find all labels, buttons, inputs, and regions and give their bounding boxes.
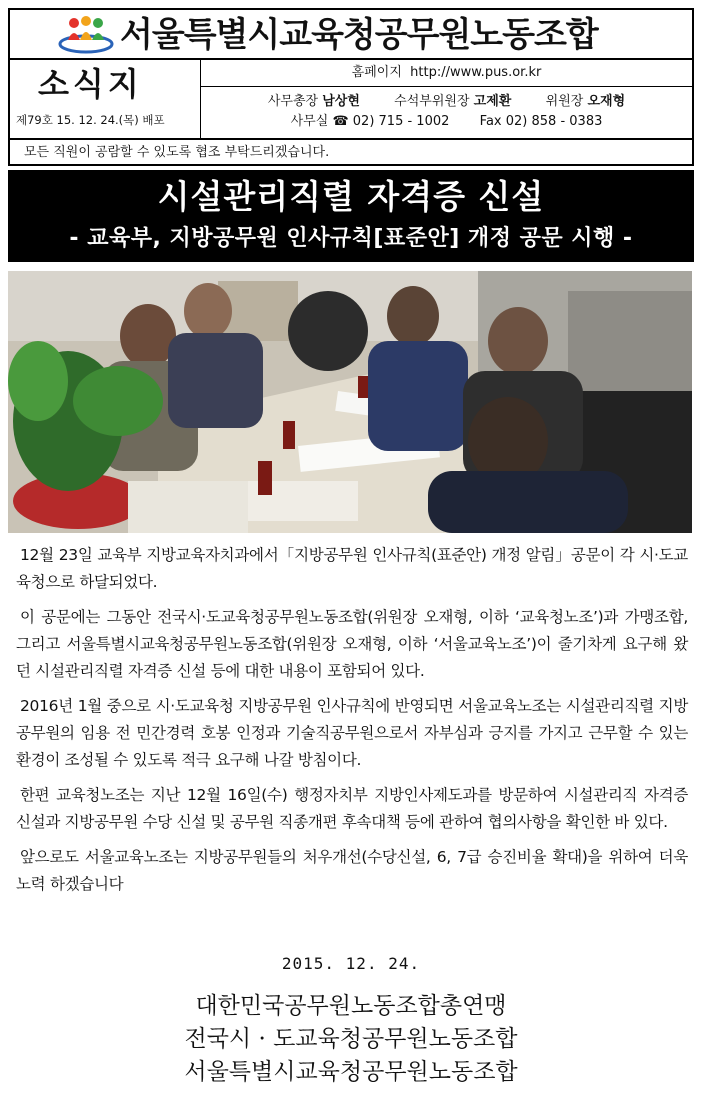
meeting-photo — [8, 271, 692, 533]
contact-box — [201, 60, 692, 138]
homepage-row — [201, 60, 692, 87]
officer-name: 남상현 — [322, 94, 360, 109]
signature-org: 대한민국공무원노동조합총연맹 — [195, 993, 507, 1019]
article-paragraph: 한편 교육청노조는 지난 12월 16일(수) 행정자치부 지방인사제도과를 방문하여 시설관리직 자격증 신설과 지방공무원 수당 신설 및 공무원 직종개편 후속대책 등에 관하여 협의사항을 확인한 바 있다. — [16, 786, 688, 831]
notice-bar: 모든 직원이 공람할 수 있도록 협조 부탁드리겠습니다. — [8, 140, 694, 166]
headline-box — [8, 170, 694, 262]
union-logo-icon — [54, 14, 118, 56]
headline-title: 시설관리직렬 자격증 신설 — [157, 177, 545, 216]
article-paragraph: 이 공문에는 그동안 전국시·도교육청공무원노동조합(위원장 오재형, 이하 ‘교육청노조’)과 가맹조합, 그리고 서울특별시교육청공무원노동조합(위원장 오재형, 이하 ‘서울교육노조’)이 줄기차게 요구해 왔던 시설관리직렬 자격증 신설 등에 대한 내용이 포함되어 있다. — [16, 608, 688, 680]
fax-label: Fax — [479, 114, 502, 129]
article-paragraph: 2016년 1월 중으로 시·도교육청 지방공무원 인사규칙에 반영되면 서울교육노조는 시설관리직렬 지방공무원의 임용 전 민간경력 호봉 인정과 기술직공무원으로서 자부심과 긍지를 가지고 근무할 수 있는 환경이 조성될 수 있도록 적극 요구해 나갈 방침이다. — [16, 697, 688, 769]
info-block — [8, 60, 694, 140]
office-label: 사무실 — [290, 114, 329, 129]
signature-org: 전국시 · 도교육청공무원노동조합 — [184, 1026, 518, 1052]
officer-name: 고제환 — [473, 94, 512, 109]
officer-role: 수석부위원장 — [394, 94, 470, 109]
article-paragraph: 앞으로도 서울교육노조는 지방공무원들의 처우개선(수당신설, 6, 7급 승진비율 확대)을 위하여 더욱 노력 하겠습니다 — [16, 848, 688, 893]
issue-info: 제79호 15. 12. 24.(목) 배포 — [16, 113, 165, 127]
homepage-link[interactable]: http://www.pus.or.kr — [410, 65, 542, 80]
officers-row — [201, 90, 692, 109]
headline-subtitle: - 교육부, 지방공무원 인사규칙[표준안] 개정 공문 시행 - — [69, 226, 633, 251]
contact-row — [201, 110, 692, 129]
issue-box — [10, 60, 201, 138]
meeting-photo-icon — [8, 271, 692, 533]
officer-role: 위원장 — [545, 94, 584, 109]
officer-name: 오재형 — [587, 94, 626, 109]
phone-icon: ☎ — [332, 114, 349, 129]
signature-block — [0, 990, 702, 1089]
org-title: 서울특별시교육청공무원노동조합 — [120, 15, 598, 55]
homepage-label: 홈페이지 — [351, 65, 402, 80]
newsletter-title: 소식지 — [38, 65, 143, 103]
article-paragraph: 12월 23일 교육부 지방교육자치과에서「지방공무원 인사규칙(표준안) 개정 알림」공문이 각 시·도교육청으로 하달되었다. — [16, 546, 688, 591]
officer-role: 사무총장 — [267, 94, 319, 109]
signature-org: 서울특별시교육청공무원노동조합 — [184, 1059, 518, 1085]
phone-number: 02) 715 - 1002 — [352, 114, 450, 129]
masthead — [8, 8, 694, 60]
article-body — [16, 542, 688, 906]
newsletter-header — [8, 8, 694, 262]
fax-number: 02) 858 - 0383 — [505, 114, 603, 129]
publication-date: 2015. 12. 24. — [281, 954, 421, 973]
